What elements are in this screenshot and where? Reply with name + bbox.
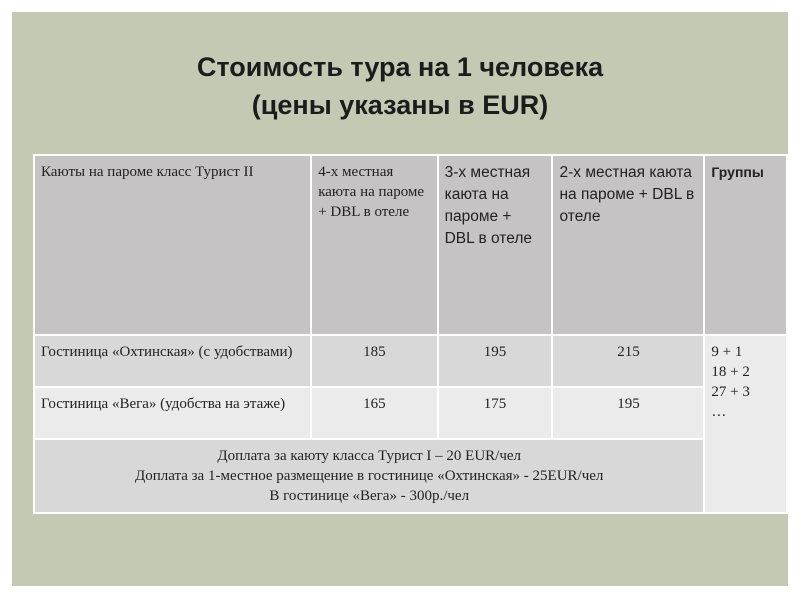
group-size: 18 + 2	[711, 364, 750, 380]
hotel-name-cell: Гостиница «Вега» (удобства на этаже)	[34, 387, 311, 439]
surcharge-note: Доплата за каюту класса Турист I – 20 EUR/чел	[217, 448, 522, 464]
groups-cell	[704, 335, 787, 513]
header-4-berth: 4-х местная каюта на пароме + DBL в отеле	[311, 155, 437, 335]
surcharge-note: Доплата за 1-местное размещение в гостинице «Охтинская» - 25EUR/чел	[134, 468, 604, 484]
header-2-berth: 2-х местная каюта на пароме + DBL в отеле	[552, 155, 704, 335]
title-line-2: (цены указаны в EUR)	[251, 90, 549, 120]
header-cabins: Каюты на пароме класс Турист II	[34, 155, 311, 335]
price-cell: 185	[311, 335, 437, 387]
price-table	[33, 154, 788, 514]
price-cell: 195	[438, 335, 553, 387]
surcharge-notes	[34, 439, 704, 513]
price-cell: 195	[552, 387, 704, 439]
surcharge-note: В гостинице «Вега» - 300р./чел	[269, 488, 470, 504]
header-3-berth: 3-х местная каюта на пароме + DBL в отеле	[438, 155, 553, 335]
table-row	[34, 335, 787, 387]
slide	[12, 12, 788, 586]
hotel-name-cell: Гостиница «Охтинская» (с удобствами)	[34, 335, 311, 387]
notes-row	[34, 439, 787, 513]
page-title	[12, 48, 788, 124]
group-size: 27 + 3	[711, 384, 750, 400]
header-groups: Группы	[704, 155, 787, 335]
group-size: …	[711, 404, 727, 420]
table-row	[34, 387, 787, 439]
price-cell: 175	[438, 387, 553, 439]
group-size: 9 + 1	[711, 344, 743, 360]
price-cell: 165	[311, 387, 437, 439]
title-line-1: Стоимость тура на 1 человека	[196, 52, 604, 82]
price-cell: 215	[552, 335, 704, 387]
table-header-row	[34, 155, 787, 335]
